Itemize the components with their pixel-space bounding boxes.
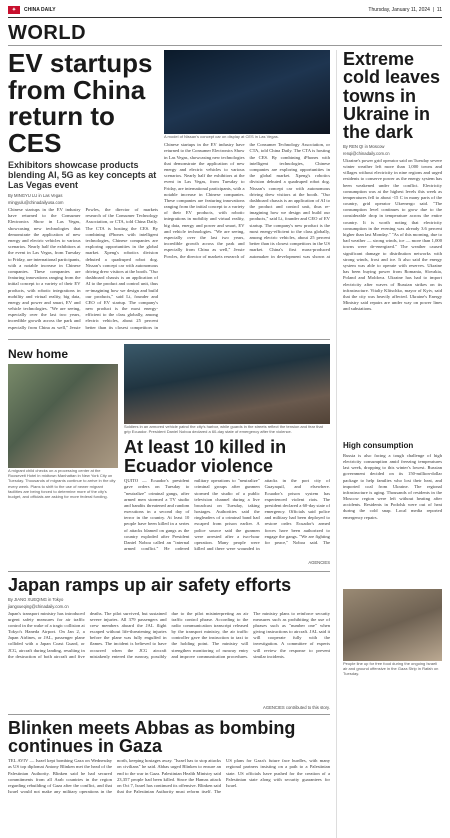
gaza-image <box>343 589 442 661</box>
ukraine-body: Ukraine's power grid operator said on Tuesday severe winter weather left more than 1,000 towns and villages without electricity in nine regions and urged residents to conserve power as the energy system has been weakened under the conflict. Electricity consumption was at the highest levels this week as temperatures fell to about -15 C in many parts of the country, grid operator Ukrenergo said. "The consumption level continues to grow due to the considerable drop in temperature across the entire country. It is worth noting that electricity consumption in the evening was already 3.6 percent higher than last Monday." "As of this morning, due to bad weather — strong winds, ice — more than 1,000 towns were de-energized." The weather caused significant damage to distribution networks with strong winds, frost and ice. It also said the energy system was able to operate with reserves. Ukraine has been buying power from Romania, Slovakia, Poland and Moldova. Ukraine has had to import electricity after waves of Russian strikes on its infrastructure. Vitaliy Klitschko, mayor of Kyiv, said that the city was heavily affected. Ukraine's Energy Ministry said repairs are under way on power lines and substations. <box>343 157 442 312</box>
layout-grid <box>8 50 442 838</box>
page-number: 11 <box>436 7 442 13</box>
sidebar-column <box>336 50 442 838</box>
divider <box>8 339 330 340</box>
japan-headline: Japan ramps up air safety efforts <box>8 575 292 596</box>
new-home-photo-block <box>8 344 118 567</box>
new-home-image <box>8 364 118 468</box>
ecuador-byline: AGENCIES <box>308 560 330 566</box>
divider <box>8 571 330 572</box>
japan-article <box>8 576 330 709</box>
japan-agencies: AGENCIES contributed to this story. <box>263 704 330 710</box>
ukraine-email: renqi@chinadaily.com.cn <box>343 150 390 156</box>
ev-byline: By MINGYU LU in Las Vegas <box>8 193 63 199</box>
japan-byline: By JIANG XUEQING in Tokyo <box>8 596 64 602</box>
brand-name: CHINA DAILY <box>24 7 56 13</box>
ev-image-caption: A model of Nissan's concept car on display at CES in Las Vegas. <box>164 134 279 139</box>
ev-body: Chinese startups in the EV industry have returned to the Consumer Electronics Show in Las Vegas, showcasing new technologies that demonstrate the application of new energy and electric vehicles to various scenarios. Nearly half the exhibitors at the event in Las Vegas, from Tuesday to Friday, are international participants, with a notable increase in Chinese companies. These companies are featuring innovations ranging from the initial concept to a variety of their EV products, with robotic integrations in mobility and virtual reality, big data, energy and power and smart, EV and vehicle technologies. "We are seeing, especially over the last two years, incredible growth across the park and especially from China as well," Jessie Powles, the director of markets research of the Consumer Technology Association, or CTA, told China Daily. The CTA is hosting the CES. By combining iPhones with intelligent technologies, Chinese companies are exploring opportunities in the global market. Xpeng's robotics division debuted a quadruped robot dog. Nissan’s concept car with autonomous driving drew visitors at the booth. "Our dashboard chassis is an application of AI to the product and control unit, thus re-imagining how we design and build our products," said Li, founder and CEO of EV startup. The company's new product is the most energy-efficient to the class globally, among electric vehicles, about 25 percent better than its closest competitors in <box>8 207 158 330</box>
ev-email: mingyulu@chinadailyusa.com <box>8 200 64 206</box>
ukraine-byline: By REN QI in Moscow <box>343 143 385 149</box>
ukraine-subhead: High consumption <box>343 440 414 450</box>
ecuador-article <box>124 344 330 567</box>
top-row <box>8 50 330 335</box>
ecuador-image <box>124 344 330 424</box>
new-home-caption: A migrant child checks on a processing center at the Roosevelt Hotel in midtown Manhattan in New York City on Tuesday. Thousands of migrants continue to arrive in the city every week. Plans to shift to the use of newer migrant facilities are being forced to determine more of the city's budget, and officials are asking for more federal funding. <box>8 468 116 499</box>
ev-right-block <box>164 50 330 335</box>
ukraine-headline: Extreme cold leaves towns in Ukraine in the dark <box>343 49 441 143</box>
issue-date: Thursday, January 11, 2024 <box>368 7 430 13</box>
ukraine-body-2: Russia is also facing a tough challenge of high electricity consumption amid freezing temperatures last week, dropping to this winter's lowest. Russian government decided on its 150-million-dollar package to help families who lost their heat, and imported coal from Ukraine. The regional infrastructure is aging. Thousands of residents in the Moscow region were left without heating after accidents. Residents in Podolsk were out of heat during the cold snap. Local media reported emergency repairs. <box>343 452 442 520</box>
issue-info: Thursday, January 11, 2024 | 11 <box>368 7 442 13</box>
section-title: WORLD <box>8 22 442 46</box>
ecuador-image-caption: Soldiers in an armored vehicle patrol the city's harbor, while guards in the streets reflect the tension and fear that grip Ecuador. President Daniel Noboa declared a 60-day state of emergency after the violence. <box>124 424 323 435</box>
middle-row <box>8 344 330 567</box>
divider <box>8 714 330 715</box>
ecuador-body: QUITO — Ecuador's president gave orders on Tuesday to "neutralize" criminal gangs, after armed men stormed a TV studio and bandits threatened and random executions in a second day of terror in the country. At least 10 people have been killed in a series of attacks blamed on gangs as the country exploded after President Daniel Noboa called an "internal armed conflict." He ordered military operations to "neutralize" criminal groups after gunmen stormed the studio of a public television channel during a live broadcast on Tuesday, taking hostages. Authorities said the ringleaders of a criminal band had escaped from prison earlier. A police source said the gunmen were arrested after a two-hour operation. Many people were killed and there were wounded in attacks in the port city of Guayaquil, and elsewhere. Ecuador's prison system has experienced violent riots. The president declared a 60-day state of emergency. Officials said police and military had been deployed to restore order. Ecuador's armed forces have been authorized to engage the gangs. "We are fighting for peace," Noboa said. The <box>124 478 330 552</box>
ecuador-headline: At least 10 killed in Ecuador violence <box>124 437 287 476</box>
blinken-article <box>8 719 330 838</box>
ev-body-cont: Chinese startups in the EV industry have returned to the Consumer Electronics Show in Las Vegas, showcasing new technologies that demonstrate the application of new energy and electric vehicles to various scenarios. Nearly half the exhibitors at the event in Las Vegas, from Tuesday to Friday, are international participants, with a notable increase in Chinese companies. These companies are featuring innovations ranging from the initial concept to a variety of their EV products, with robotic integrations in mobility and virtual reality, big data, energy and power and smart, EV and vehicle technologies. "We are seeing, especially over the last two years, incredible growth across the park and especially from China as well," Jessie Powles, the director of markets research of the Consumer Technology Association, or CTA, told China Daily. The CTA is hosting the CES. By combining iPhones with intelligent technologies, Chinese companies are exploring opportunities in the global market. Xpeng's robotics division debuted a quadruped robot dog. Nissan’s concept car with autonomous driving drew visitors at the booth. "Our dashboard chassis is an application of AI to the product and control unit, thus re-imagining how we design and build our products," said Li, founder and CEO of EV startup. The company's new product is the most energy-efficient to the class globally, among electric vehicles, about 25 percent better than its closest competitors in the US market. China's first mass-produced automaker in development was shown at <box>164 142 330 259</box>
brand <box>8 6 56 14</box>
masthead <box>8 6 442 18</box>
ev-subhead: Exhibitors showcase products blending AI, 5G as key concepts at Las Vegas event <box>8 160 157 191</box>
main-column <box>8 50 330 838</box>
new-home-label: New home <box>8 347 69 362</box>
japan-body: Japan's transport ministry has introduced urgent safety measures for air traffic control in the wake of a tragic collision at Tokyo's Haneda Airport. On Jan 2, a Japan Airlines, or JAL, passenger plane collided with a Japan Coast Guard, or JCG, aircraft during landing, resulting in the destruction of both aircraft and five deaths. The pilot survived, but sustained severe injuries. All 379 passengers and crew members aboard the JAL flight escaped without life-threatening injuries before the plane was fully engulfed in flames. The incident is believed to have occurred when the JCG aircraft mistakenly entered the runway, possibly due to the pilot misinterpreting an air traffic control phrase. According to the radio communication transcript released by the transport ministry, the air traffic controller gave the instruction to taxi to the holding point. The ministry will strengthen monitoring of runway entry and improve communication procedures. The ministry plans to reinforce security measures such as prohibiting the use of phrases such as "number one" when giving instructions to aircraft. JAL said it will cooperate fully with the investigation. A committee of experts will review the response to prevent similar incidents. <box>8 610 330 659</box>
gaza-image-caption: People line up for free food during the ongoing Israeli air and ground offensive in the Gaza Strip in Rafah on Tuesday. <box>343 660 439 677</box>
ev-article <box>8 50 158 335</box>
ev-headline: EV startups from China return to CES <box>8 48 153 158</box>
china-daily-logo-icon: ✦ <box>8 6 20 14</box>
blinken-headline: Blinken meets Abbas as bombing continues in Gaza <box>8 717 296 756</box>
blinken-body: TEL AVIV — Israel kept bombing Gaza on Wednesday as US top diplomat Antony Blinken met the head of the Palestinian Authority. Blinken said he had secured commitments from all Arab countries in the region regarding rebuilding of Gaza after the conflict, and that Israel would not make any military operations in the north, keeping hostages away. "Israel has to stop attacks on civilians" he said. Abbas urged Blinken to ensure an end to the war in Gaza. Palestinian Health Ministry said 23,357 people had been killed. Since the Hamas attack on Oct 7, Israel has continued its offensive. Blinken said that the Palestinian Authority must reform itself. The US plans for Gaza's future face hurdles, with many regional partners insisting on a path to a Palestinian state. US officials have pushed for the creation of a Palestinian state along with security guarantees for Israel. <box>8 758 330 795</box>
ev-concept-car-image <box>164 50 330 134</box>
japan-email: jiangxueqing@chinadaily.com.cn <box>8 603 69 609</box>
